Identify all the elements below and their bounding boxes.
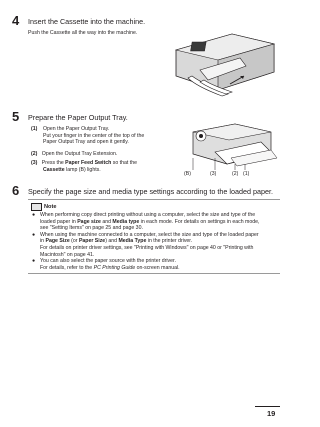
step-5-title: Prepare the Paper Output Tray. xyxy=(28,113,128,122)
note-3-line-1: You can also select the paper source with the printer driver. xyxy=(40,258,176,265)
note-2-line-4: Macintosh" on page 41. xyxy=(40,251,95,258)
note-2-line-2-mid-1: (or xyxy=(69,238,79,245)
note-2-line-3: For details on printer driver settings, see "Printing with Windows" on page 40 or "Printing with xyxy=(40,244,254,251)
note-2-page-size: Page Size xyxy=(45,238,70,245)
note-icon xyxy=(31,203,42,211)
item-3-bold-1: Paper Feed Switch xyxy=(65,160,112,166)
step-6-title: Specify the page size and media type settings according to the loaded paper. xyxy=(28,187,273,196)
note-1-line-2-post: in each mode. For details on settings in each mode, xyxy=(139,218,260,225)
note-3-line-2-post: on-screen manual. xyxy=(135,264,180,271)
note-2-paper-size: Paper Size xyxy=(78,238,106,245)
note-2-line-1: When using the machine connected to a computer, select the size and type of the loaded paper xyxy=(40,231,259,238)
note-bullet-1 xyxy=(31,212,278,232)
item-3-post-2: lamp (B) lights. xyxy=(64,166,101,173)
item-2-line-1: Open the Output Tray Extension. xyxy=(41,151,118,157)
step-5-item-3 xyxy=(31,160,171,173)
step-5-item-1 xyxy=(31,126,171,146)
note-header xyxy=(31,203,56,211)
item-1-number: (1) xyxy=(31,126,38,132)
note-3-pc-printing-guide: PC Printing Guide xyxy=(93,264,136,271)
page-number: 19 xyxy=(267,409,276,418)
figure-label-1: (1) xyxy=(243,171,250,177)
note-box xyxy=(28,199,280,274)
note-1-line-2-pre: loaded paper in xyxy=(40,218,78,225)
item-2-number: (2) xyxy=(31,151,38,157)
note-2-line-2-post: in the printer driver. xyxy=(146,238,193,245)
note-bullet-3 xyxy=(31,258,278,271)
bullet-icon: ● xyxy=(32,212,36,218)
note-1-line-1: When performing copy direct printing without using a computer, select the size and type of the xyxy=(40,212,256,218)
item-3-bold-2: Cassette xyxy=(43,166,65,173)
step-5-item-2 xyxy=(31,151,117,158)
item-3-post: so that the xyxy=(111,160,137,166)
step-5-number: 5 xyxy=(12,109,20,124)
note-2-line-2-pre: in xyxy=(40,238,46,245)
note-heading: Note xyxy=(44,204,57,210)
note-1-line-2-mid: and xyxy=(100,218,113,225)
step-4-body: Push the Cassette all the way into the machine. xyxy=(28,30,138,36)
step-4-title: Insert the Cassette into the machine. xyxy=(28,17,146,26)
step-4-number: 4 xyxy=(12,13,20,28)
note-1-page-size: Page size xyxy=(77,218,101,225)
item-1-line-2: Put your finger in the center of the top of the xyxy=(43,132,145,139)
step-6-number: 6 xyxy=(12,183,20,198)
figure-label-2: (2) xyxy=(232,171,239,177)
note-1-media-type: Media type xyxy=(112,218,140,225)
figure-label-b: (B) xyxy=(184,171,191,177)
item-3-number: (3) xyxy=(31,160,38,166)
bullet-icon: ● xyxy=(32,258,36,265)
item-1-line-1: Open the Paper Output Tray. xyxy=(43,126,110,132)
note-3-line-2-pre: For details, refer to the xyxy=(40,264,94,271)
figure-label-3: (3) xyxy=(210,171,217,177)
item-1-line-3: Paper Output Tray and open it gently. xyxy=(43,139,129,146)
note-2-media-type: Media Type xyxy=(118,238,147,245)
note-bullet-2 xyxy=(31,232,278,258)
item-3-pre: Press the xyxy=(41,160,66,166)
page-number-rule xyxy=(255,406,280,407)
note-1-line-3: see "Setting Items" on page 25 and page 30. xyxy=(40,225,143,232)
bullet-icon: ● xyxy=(32,231,36,238)
printer-cassette-illustration xyxy=(170,20,280,100)
note-2-line-2-mid-2: ) and xyxy=(105,238,119,245)
